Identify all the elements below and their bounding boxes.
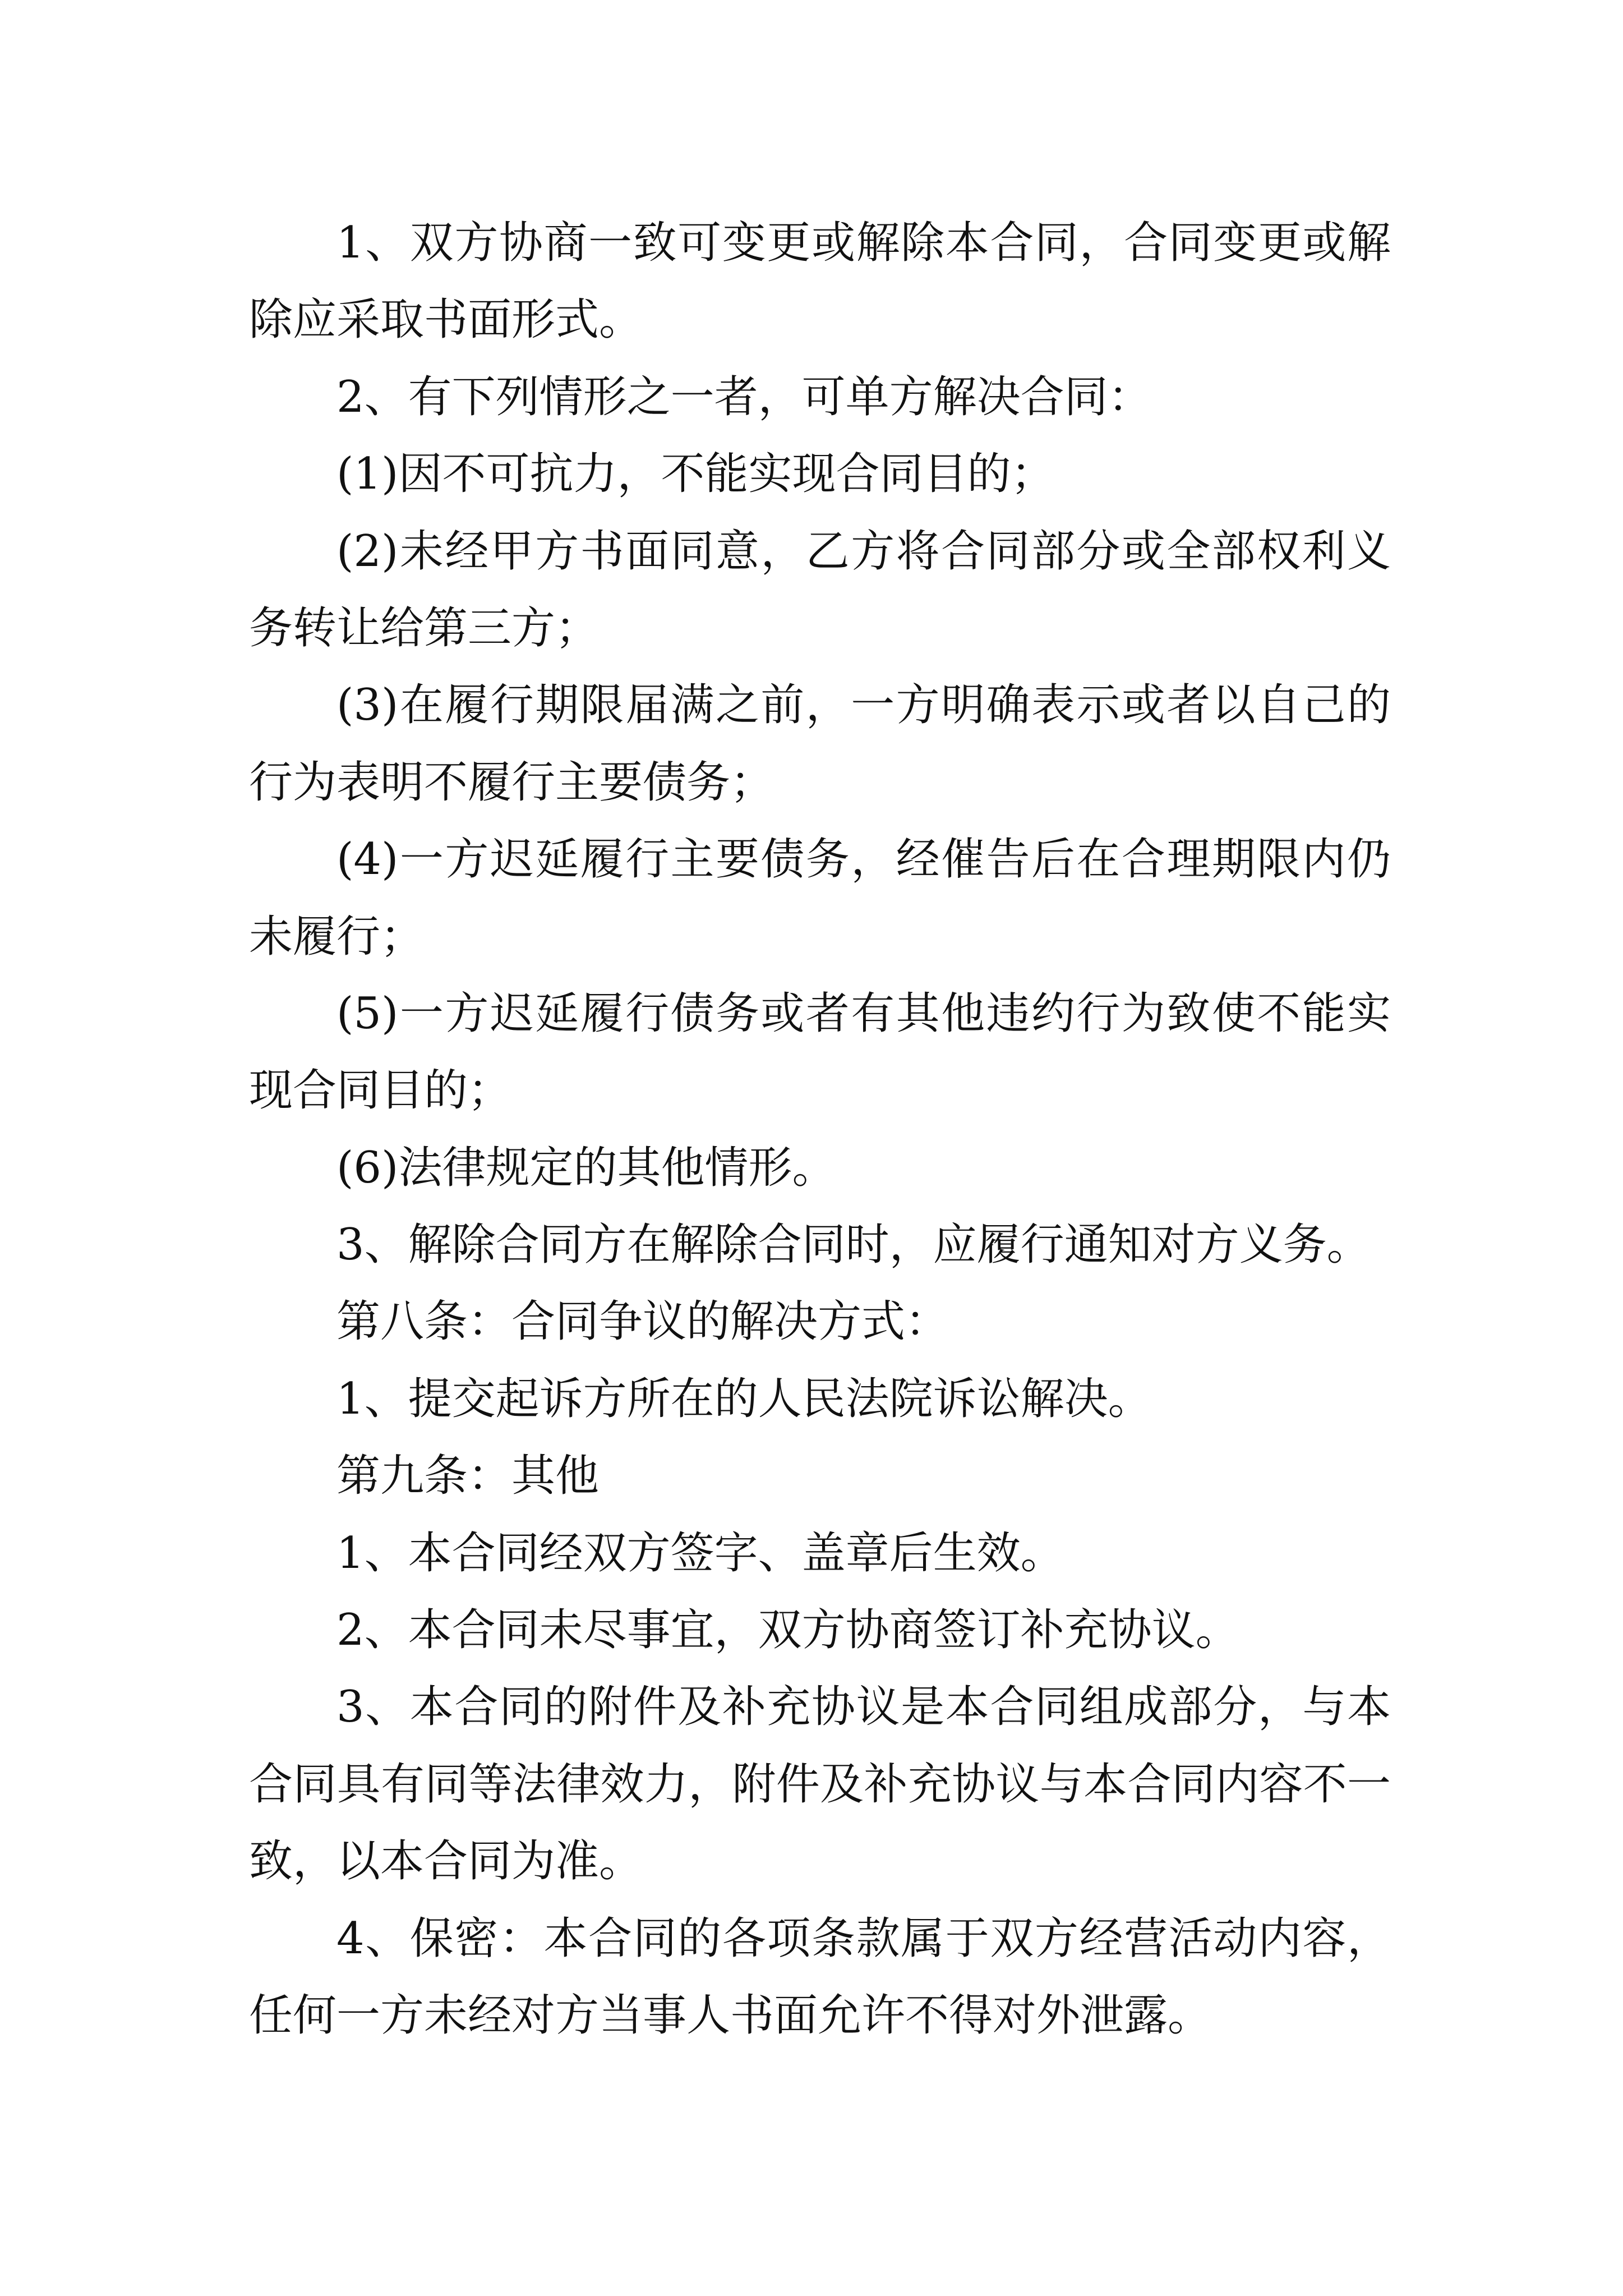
paragraph-annexes: [249, 1669, 1391, 1900]
paragraph-unilateral-termination: [249, 359, 1391, 436]
paragraph-supplementary-agreement: [249, 1592, 1391, 1669]
article-9-heading: [249, 1438, 1391, 1515]
list-item-5: [249, 976, 1391, 1130]
paragraph-line: 未履行；: [249, 911, 425, 962]
paragraph-line: 第八条：合同争议的解决方式：: [336, 1296, 949, 1347]
paragraph-line: (5)一方迟延履行债务或者有其他违约行为致使不能实: [336, 988, 1391, 1039]
document-body: [249, 205, 1391, 2054]
paragraph-line: 3、解除合同方在解除合同时，应履行通知对方义务。: [336, 1220, 1371, 1271]
paragraph-line: 行为表明不履行主要债务；: [249, 757, 774, 808]
paragraph-line: 3、本合同的附件及补充协议是本合同组成部分，与本: [336, 1682, 1391, 1733]
list-item-1: [249, 436, 1391, 513]
paragraph-line: (2)未经甲方书面同意，乙方将合同部分或全部权利义: [336, 526, 1391, 577]
paragraph-line: (1)因不可抗力，不能实现合同目的；: [336, 449, 1055, 500]
paragraph-line: 1、双方协商一致可变更或解除本合同，合同变更或解: [336, 218, 1391, 268]
paragraph-line: 致，以本合同为准。: [249, 1836, 643, 1887]
paragraph-line: 第九条：其他: [336, 1451, 600, 1502]
paragraph-line: (3)在履行期限届满之前，一方明确表示或者以自己的: [336, 680, 1391, 731]
list-item-6: [249, 1130, 1391, 1207]
article-8-heading: [249, 1283, 1391, 1360]
paragraph-line: 2、有下列情形之一者，可单方解决合同：: [336, 371, 1152, 422]
paragraph-termination-by-agreement: [249, 205, 1391, 359]
paragraph-effectiveness: [249, 1515, 1391, 1592]
paragraph-line: 除应采取书面形式。: [249, 295, 643, 346]
paragraph-line: 1、本合同经双方签字、盖章后生效。: [336, 1527, 1064, 1579]
paragraph-line: 现合同目的；: [249, 1065, 512, 1116]
list-item-4: [249, 821, 1391, 976]
paragraph-line: 1、提交起诉方所在的人民法院诉讼解决。: [336, 1373, 1152, 1424]
paragraph-line: 务转让给第三方；: [249, 602, 600, 654]
paragraph-line: 合同具有同等法律效力，附件及补充协议与本合同内容不一: [249, 1759, 1391, 1810]
paragraph-line: 任何一方未经对方当事人书面允许不得对外泄露。: [249, 1990, 1212, 2041]
paragraph-dispute-resolution: [249, 1361, 1391, 1438]
paragraph-line: (6)法律规定的其他情形。: [336, 1142, 836, 1193]
paragraph-confidentiality: [249, 1901, 1391, 2055]
paragraph-line: (4)一方迟延履行主要债务，经催告后在合理期限内仍: [336, 834, 1391, 885]
list-item-2: [249, 513, 1391, 668]
list-item-3: [249, 667, 1391, 821]
paragraph-notice-obligation: [249, 1207, 1391, 1283]
paragraph-line: 2、本合同未尽事宜，双方协商签订补充协议。: [336, 1605, 1239, 1656]
paragraph-line: 4、保密：本合同的各项条款属于双方经营活动内容，: [336, 1913, 1391, 1964]
